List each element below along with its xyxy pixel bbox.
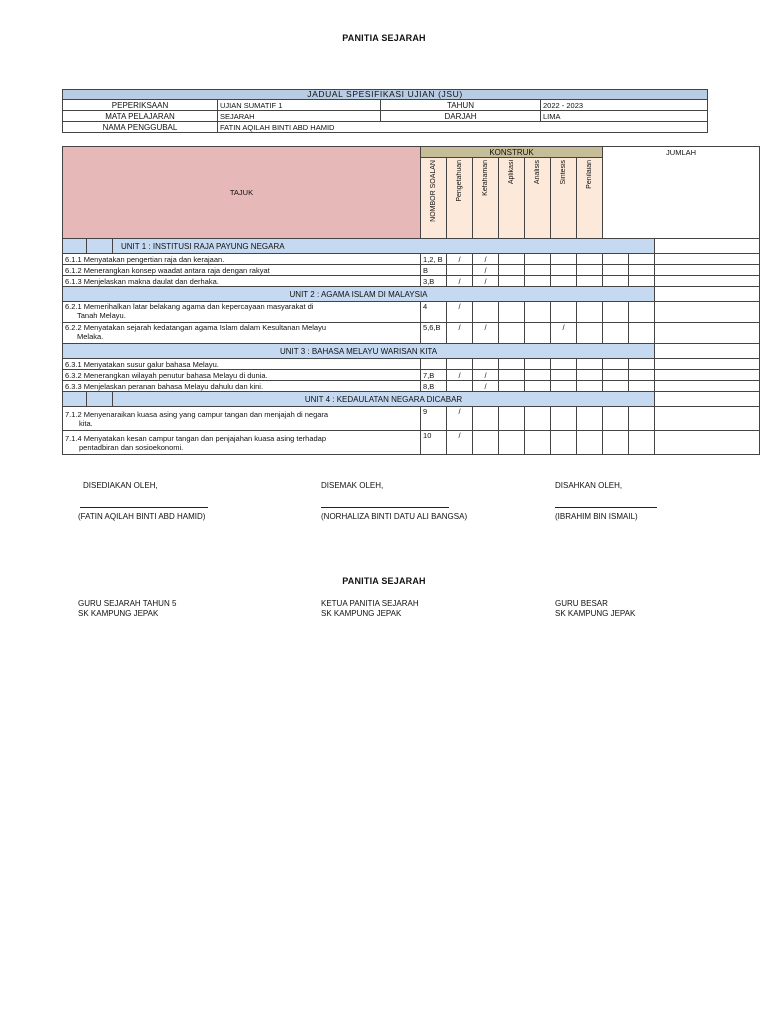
table-row: 6.2.2 Menyatakan sejarah kedatangan agama Islam dalam Kesultanan Melayu Melaka. 5,6,B / / / <box>63 323 760 344</box>
penilaian-header: Penilaian <box>577 158 603 239</box>
page-title: PANITIA SEJARAH <box>342 33 426 43</box>
aplikasi-header: Aplikasi <box>499 158 525 239</box>
signatory-name-1: (FATIN AQILAH BINTI ABD HAMID) <box>78 512 206 521</box>
table-row: 6.3.2 Menerangkan wilayah penutur bahasa Melayu di dunia. 7,B / / <box>63 370 760 381</box>
sintesis-header: Sintesis <box>551 158 577 239</box>
unit-1-band: UNIT 1 : INSTITUSI RAJA PAYUNG NEGARA <box>113 239 655 254</box>
jumlah-header: JUMLAH <box>603 147 760 158</box>
unit-2-band: UNIT 2 : AGAMA ISLAM DI MALAYSIA <box>63 287 655 302</box>
mata-pelajaran-value: SEJARAH <box>218 111 381 122</box>
footer-title: PANITIA SEJARAH <box>342 576 426 586</box>
footer-block-3: GURU BESAR SK KAMPUNG JEPAK <box>555 599 636 618</box>
specification-grid <box>62 146 760 455</box>
nombor-soalan-header: NOMBOR SOALAN <box>421 158 447 239</box>
analisis-header: Analisis <box>525 158 551 239</box>
tahun-label: TAHUN <box>381 100 541 111</box>
table-row: 6.1.2 Menerangkan konsep waadat antara raja dengan rakyat B / <box>63 265 760 276</box>
table-row: 6.1.3 Menjelaskan makna daulat dan derhaka. 3,B / / <box>63 276 760 287</box>
signature-line-3 <box>555 507 657 508</box>
penggubal-label: NAMA PENGGUBAL <box>63 122 218 133</box>
table-row: 6.3.3 Menjelaskan peranan bahasa Melayu dahulu dan kini. 8,B / <box>63 381 760 392</box>
table-row: 7.1.2 Menyenaraikan kuasa asing yang campur tangan dan menjajah di negara kita. 9 / <box>63 407 760 431</box>
disediakan-label: DISEDIAKAN OLEH, <box>83 481 158 490</box>
disahkan-label: DISAHKAN OLEH, <box>555 481 623 490</box>
table-row: 6.2.1 Memerihalkan latar belakang agama dan kepercayaan masyarakat di Tanah Melayu. 4 / <box>63 302 760 323</box>
unit-3-band: UNIT 3 : BAHASA MELAYU WARISAN KITA <box>63 344 655 359</box>
tajuk-header: TAJUK <box>63 147 421 239</box>
table-row: 7.1.4 Menyatakan kesan campur tangan dan penjajahan kuasa asing terhadap pentadbiran dan sosioekonomi. 10 / <box>63 431 760 455</box>
footer-block-1: GURU SEJARAH TAHUN 5 SK KAMPUNG JEPAK <box>78 599 177 618</box>
jsu-info-table <box>62 89 708 133</box>
peperiksaan-value: UJIAN SUMATIF 1 <box>218 100 381 111</box>
signature-line-2 <box>321 507 449 508</box>
jumlah-blank <box>603 158 760 239</box>
konstruk-header: KONSTRUK <box>421 147 603 158</box>
penggubal-value: FATIN AQILAH BINTI ABD HAMID <box>218 122 708 133</box>
kefahaman-header: Kefahaman <box>473 158 499 239</box>
mata-pelajaran-label: MATA PELAJARAN <box>63 111 218 122</box>
pengetahuan-header: Pengetahuan <box>447 158 473 239</box>
signatory-name-3: (IBRAHIM BIN ISMAIL) <box>555 512 638 521</box>
unit-4-band: UNIT 4 : KEDAULATAN NEGARA DICABAR <box>113 392 655 407</box>
disemak-label: DISEMAK OLEH, <box>321 481 384 490</box>
peperiksaan-label: PEPERIKSAAN <box>63 100 218 111</box>
darjah-value: LIMA <box>541 111 708 122</box>
tahun-value: 2022 - 2023 <box>541 100 708 111</box>
footer-block-2: KETUA PANITIA SEJARAH SK KAMPUNG JEPAK <box>321 599 419 618</box>
table-row: 6.3.1 Menyatakan susur galur bahasa Melayu. <box>63 359 760 370</box>
signatory-name-2: (NORHALIZA BINTI DATU ALI BANGSA) <box>321 512 468 521</box>
jsu-title: JADUAL SPESIFIKASI UJIAN (JSU) <box>63 90 708 100</box>
table-row: 6.1.1 Menyatakan pengertian raja dan kerajaan. 1,2, B / / <box>63 254 760 265</box>
signature-line-1 <box>80 507 208 508</box>
darjah-label: DARJAH <box>381 111 541 122</box>
